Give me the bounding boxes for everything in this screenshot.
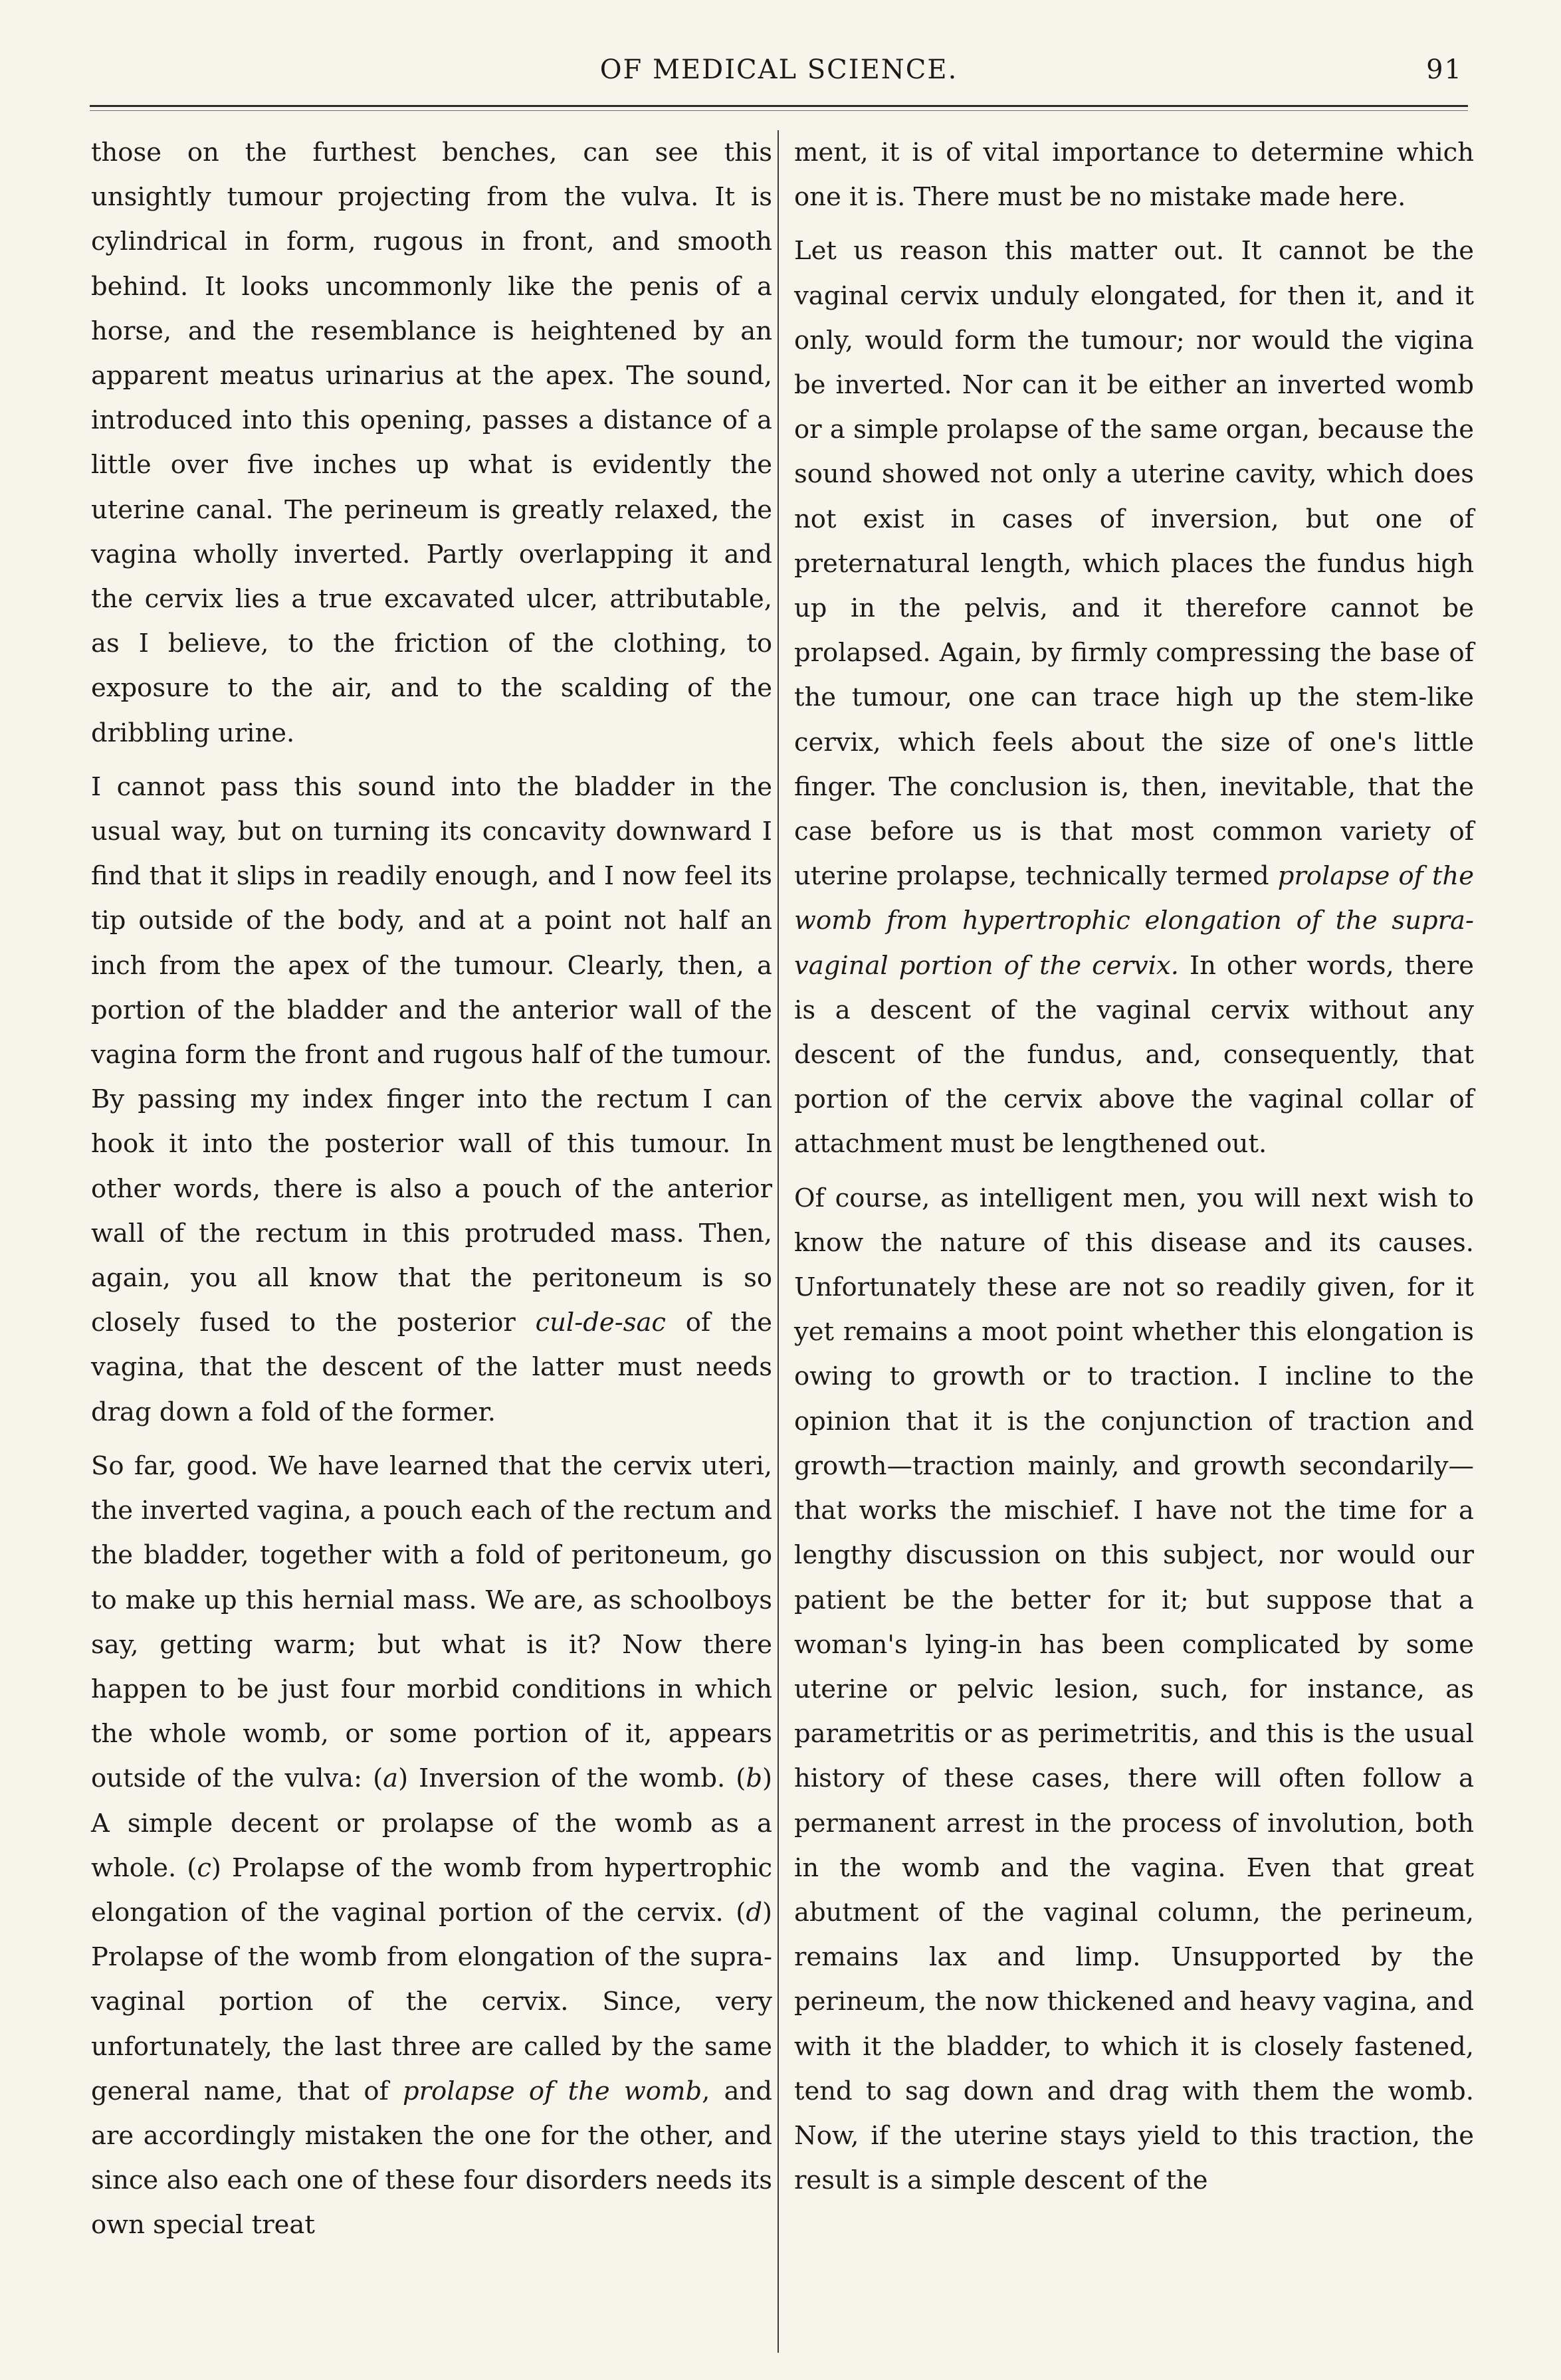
left-p3-italic-c: c xyxy=(197,1852,211,1883)
right-paragraph-3: Of course, as intelligent men, you will next wish to know the nature of this disease and its causes. Unfortunately these are not so readily given, for it yet remains a moot point whether this elongation is owing to growth or to traction. I incline to the opinion that it is the conjunction of traction and growth—traction mainly, and growth secondarily—that works the mischief. I have not the time for a lengthy discussion on this subject, nor would our patient be the better for it; but suppose that a woman's lying-in has been complicated by some uterine or pelvic lesion, such, for instance, as parametritis or as perimetritis, and this is the usual history of these cases, there will often follow a permanent arrest in the process of involution, both in the womb and the vagina. Even that great abutment of the vaginal column, the perineum, remains lax and limp. Unsupported by the perineum, the now thickened and heavy vagina, and with it the bladder, to which it is closely fastened, tend to sag down and drag with them the womb. Now, if the uterine stays yield to this traction, the result is a simple descent of the xyxy=(794,1183,1474,2196)
left-p2-italic: cul-de-sac xyxy=(535,1308,666,1338)
left-p3-text-d: ) Prolapse of the womb from hypertrophic elongation of the vaginal portion of the cervix. ( xyxy=(91,1852,773,1928)
left-p3-italic-d: d xyxy=(746,1897,762,1928)
left-p3-italic-b: b xyxy=(746,1763,762,1794)
right-column xyxy=(794,130,1474,2203)
left-p3-italic-a: a xyxy=(383,1763,399,1794)
header-rule-thin xyxy=(90,110,1468,111)
column-divider xyxy=(778,130,779,2353)
left-p3-text-a: So far, good. We have learned that the cervix uteri, the inverted vagina, a pouch each of the rectum and the bladder, together with a fold of peritoneum, go to make up this hernial mass. We are, as schoolboys say, getting warm; but what is it? Now there happen to be just four morbid conditions in which the whole womb, or some portion of it, appears outside of the vulva: ( xyxy=(91,1450,772,1794)
left-p2-text-a: I cannot pass this sound into the bladder in the usual way, but on turning its concavity downward I find that it slips in readily enough, and I now feel its tip outside of the body, and at a point not half an inch from the apex of the tumour. Clearly, then, a portion of the bladder and the anterior wall of the vagina form the front and rugous half of the tumour. By passing my index finger into the rectum I can hook it into the posterior wall of this tumour. In other words, there is also a pouch of the anterior wall of the rectum in this protruded mass. Then, again, you all know that the peritoneum is so closely fused to the posterior xyxy=(91,771,772,1338)
left-p2-text-b: of the vagina, that the descent of the latter must needs drag down a fold of the former. xyxy=(91,1308,772,1427)
left-paragraph-3 xyxy=(91,1444,772,2248)
right-p2-text-b: In other words, there is a descent of the vaginal cervix without any descent of the fundus, and, consequently, that portion of the cervix above the vaginal collar of attachment must be lengthened out. xyxy=(794,950,1474,1159)
right-paragraph-1: ment, it is of vital importance to determine which one it is. There must be no mistake made here. xyxy=(794,138,1474,213)
right-p2-italic: prolapse of the womb from hypertrophic elongation of the supra-vaginal portion of the cervix. xyxy=(794,861,1474,981)
right-paragraph-2 xyxy=(794,229,1474,1166)
left-paragraph-2 xyxy=(91,765,772,1435)
left-p3-text-c: ) A simple decent or prolapse of the womb as a whole. ( xyxy=(91,1763,772,1883)
left-column xyxy=(91,130,772,2248)
running-title: OF MEDICAL SCIENCE. xyxy=(599,54,958,85)
right-p2-text-a: Let us reason this matter out. It cannot be the vaginal cervix unduly elongated, for then it, and it only, would form the tumour; nor would the vigina be inverted. Nor can it be either an inverted womb or a simple prolapse of the same organ, because the sound showed not only a uterine cavity, which does not exist in cases of inversion, but one of preternatural length, which places the fundus high up in the pelvis, and it therefore cannot be prolapsed. Again, by firmly compressing the base of the tumour, one can trace high up the stem-like cervix, which feels about the size of one's little finger. The conclusion is, then, inevitable, that the case before us is that most common variety of uterine prolapse, technically termed xyxy=(794,236,1474,892)
page-number: 91 xyxy=(1426,54,1463,85)
header-rule xyxy=(90,105,1468,107)
left-p3-text-e: ) Prolapse of the womb from elongation of the supra-vaginal portion of the cervix. Since, very unfortunately, the last three are called by the same general name, that of xyxy=(91,1897,772,2106)
left-p3-text-f: , and are accordingly mistaken the one for the other, and since also each one of these four disorders needs its own special treat xyxy=(91,2076,773,2240)
page-header xyxy=(90,54,1468,94)
left-p3-italic-e: prolapse of the womb xyxy=(403,2076,702,2106)
left-paragraph-1: those on the furthest benches, can see this unsightly tumour projecting from the vulva. It is cylindrical in form, rugous in front, and smooth behind. It looks uncommonly like the penis of a horse, and the resemblance is heightened by an apparent meatus urinarius at the apex. The sound, introduced into this opening, passes a distance of a little over five inches up what is evidently the uterine canal. The perineum is greatly relaxed, the vagina wholly inverted. Partly overlapping it and the cervix lies a true excavated ulcer, attributable, as I believe, to the friction of the clothing, to exposure to the air, and to the scalding of the dribbling urine. xyxy=(91,138,772,748)
left-p3-text-b: ) Inversion of the womb. ( xyxy=(398,1763,746,1794)
